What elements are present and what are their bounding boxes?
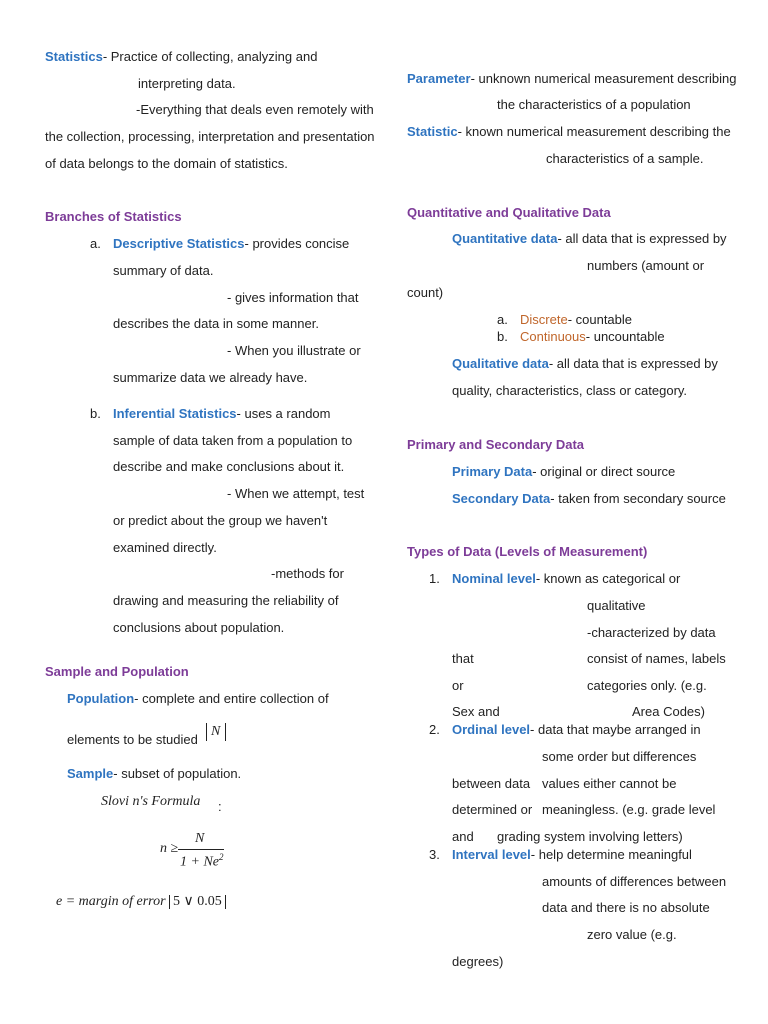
nominal-term: Nominal level	[452, 571, 536, 586]
statistics-def-4: the collection, processing, interpretation and presentation	[45, 129, 375, 144]
nominal-def-1: - known as categorical or	[535, 571, 681, 586]
slovin-formula-label: Slovi n's Formula	[101, 794, 201, 809]
quant-line-1	[452, 232, 727, 245]
secondary-term: Secondary Data	[452, 491, 551, 506]
statistics-def-5: of data belongs to the domain of statistics.	[45, 156, 288, 171]
nominal-def-5a: or	[452, 678, 464, 693]
statistic-term: Statistic	[407, 124, 458, 139]
parameter-term: Parameter	[407, 71, 471, 86]
qual-def-2: quality, characteristics, class or category.	[452, 383, 688, 398]
sample-term: Sample	[67, 766, 114, 781]
nominal-def-5b: categories only. (e.g.	[587, 678, 707, 693]
population-symbol: N	[211, 724, 221, 739]
secondary-def: - taken from secondary source	[550, 491, 726, 506]
quant-term: Quantitative data	[452, 231, 558, 246]
margin-value: 5 ∨ 0.05	[169, 895, 226, 909]
ordinal-def-3b: values either cannot be	[542, 776, 677, 791]
nominal-def-4a: that	[452, 651, 474, 666]
qual-def-1: - all data that is expressed by	[548, 356, 718, 371]
sample-heading: Sample and Population	[45, 664, 189, 679]
sample-line	[67, 767, 241, 780]
discrete-line	[520, 313, 632, 326]
interval-def-3: data and there is no absolute	[542, 900, 710, 915]
primary-line	[452, 465, 675, 478]
inferential-def-9: conclusions about population.	[113, 620, 285, 635]
statistics-def-3: -Everything that deals even remotely with	[136, 102, 374, 117]
types-heading: Types of Data (Levels of Measurement)	[407, 544, 648, 559]
continuous-marker: b.	[497, 329, 508, 344]
inferential-def-1: - uses a random	[236, 406, 331, 421]
ordinal-def-5b: grading system involving letters)	[497, 829, 683, 844]
descriptive-def-1: - provides concise	[244, 236, 350, 251]
inferential-def-3: describe and make conclusions about it.	[113, 459, 345, 474]
secondary-line	[452, 492, 726, 505]
primary-heading: Primary and Secondary Data	[407, 437, 585, 452]
qual-line-1	[452, 357, 718, 370]
parameter-def-2: the characteristics of a population	[497, 97, 691, 112]
primary-term: Primary Data	[452, 464, 533, 479]
statistic-line-1	[407, 125, 731, 138]
discrete-marker: a.	[497, 312, 508, 327]
interval-def-1: - help determine meaningful	[530, 847, 692, 862]
interval-def-4: zero value (e.g.	[587, 927, 677, 942]
descriptive-def-3: - gives information that	[227, 290, 359, 305]
inferential-def-7: -methods for	[271, 566, 344, 581]
inferential-def-8: drawing and measuring the reliability of	[113, 593, 339, 608]
qual-term: Qualitative data	[452, 356, 549, 371]
population-term: Population	[67, 691, 135, 706]
ordinal-marker: 2.	[429, 722, 440, 737]
inferential-def-6: examined directly.	[113, 540, 217, 555]
population-def-2: elements to be studied	[67, 732, 198, 747]
statistics-definition	[45, 50, 317, 63]
descriptive-def-6: summarize data we already have.	[113, 370, 308, 385]
ordinal-def-2: some order but differences	[542, 749, 697, 764]
descriptive-def-2: summary of data.	[113, 263, 214, 278]
statistic-def-1: - known numerical measurement describing the	[457, 124, 731, 139]
inferential-def-5: or predict about the group we haven't	[113, 513, 328, 528]
quant-def-1: - all data that is expressed by	[557, 231, 727, 246]
nominal-def-3: -characterized by data	[587, 625, 716, 640]
continuous-def: - uncountable	[585, 329, 665, 344]
interval-term: Interval level	[452, 847, 531, 862]
item-b-marker: b.	[90, 406, 101, 421]
ordinal-def-4b: meaningless. (e.g. grade level	[542, 802, 716, 817]
interval-line-1	[452, 848, 692, 861]
formula-fraction-bar	[178, 849, 224, 850]
interval-marker: 3.	[429, 847, 440, 862]
inferential-line-1	[113, 407, 330, 420]
parameter-def-1: - unknown numerical measurement describing	[470, 71, 737, 86]
ordinal-def-5a: and	[452, 829, 474, 844]
quant-def-2: numbers (amount or	[587, 258, 705, 273]
statistics-term: Statistics	[45, 49, 103, 64]
population-def-1: - complete and entire collection of	[134, 691, 329, 706]
formula-lhs: n ≥	[160, 841, 179, 856]
formula-exponent: 2	[219, 852, 224, 862]
interval-def-5: degrees)	[452, 954, 504, 969]
nominal-marker: 1.	[429, 571, 440, 586]
statistics-def-2: interpreting data.	[138, 76, 236, 91]
margin-of-error	[56, 895, 226, 909]
inferential-def-2: sample of data taken from a population to	[113, 433, 353, 448]
discrete-term: Discrete	[520, 312, 568, 327]
interval-def-2: amounts of differences between	[542, 874, 727, 889]
descriptive-def-4: describes the data in some manner.	[113, 316, 319, 331]
ordinal-def-4a: determined or	[452, 802, 533, 817]
quant-def-3: count)	[407, 285, 444, 300]
descriptive-line-1	[113, 237, 349, 250]
nominal-def-6a: Sex and	[452, 704, 500, 719]
nominal-def-2: qualitative	[587, 598, 646, 613]
formula-denominator-base: 1 + Ne	[180, 854, 219, 870]
discrete-def: - countable	[567, 312, 633, 327]
slovin-colon: :	[218, 799, 222, 814]
nominal-def-6b: Area Codes)	[632, 704, 705, 719]
nominal-def-4b: consist of names, labels	[587, 651, 726, 666]
sample-def: - subset of population.	[113, 766, 242, 781]
branches-heading: Branches of Statistics	[45, 209, 182, 224]
formula-numerator: N	[195, 831, 205, 846]
descriptive-def-5: - When you illustrate or	[227, 343, 361, 358]
population-line-1	[67, 692, 329, 705]
continuous-term: Continuous	[520, 329, 586, 344]
parameter-line-1	[407, 72, 737, 85]
descriptive-term: Descriptive Statistics	[113, 236, 245, 251]
statistics-def-1: - Practice of collecting, analyzing and	[102, 49, 318, 64]
primary-def: - original or direct source	[532, 464, 676, 479]
ordinal-line-1	[452, 723, 701, 736]
inferential-def-4: - When we attempt, test	[227, 486, 365, 501]
quant-heading: Quantitative and Qualitative Data	[407, 205, 611, 220]
ordinal-def-3a: between data	[452, 776, 531, 791]
item-a-marker: a.	[90, 236, 101, 251]
ordinal-term: Ordinal level	[452, 722, 531, 737]
continuous-line	[520, 330, 665, 343]
formula-denominator	[180, 853, 224, 870]
margin-text: e = margin of error	[56, 894, 166, 909]
inferential-term: Inferential Statistics	[113, 406, 237, 421]
statistic-def-2: characteristics of a sample.	[546, 151, 704, 166]
ordinal-def-1: - data that maybe arranged in	[530, 722, 701, 737]
nominal-line-1	[452, 572, 680, 585]
